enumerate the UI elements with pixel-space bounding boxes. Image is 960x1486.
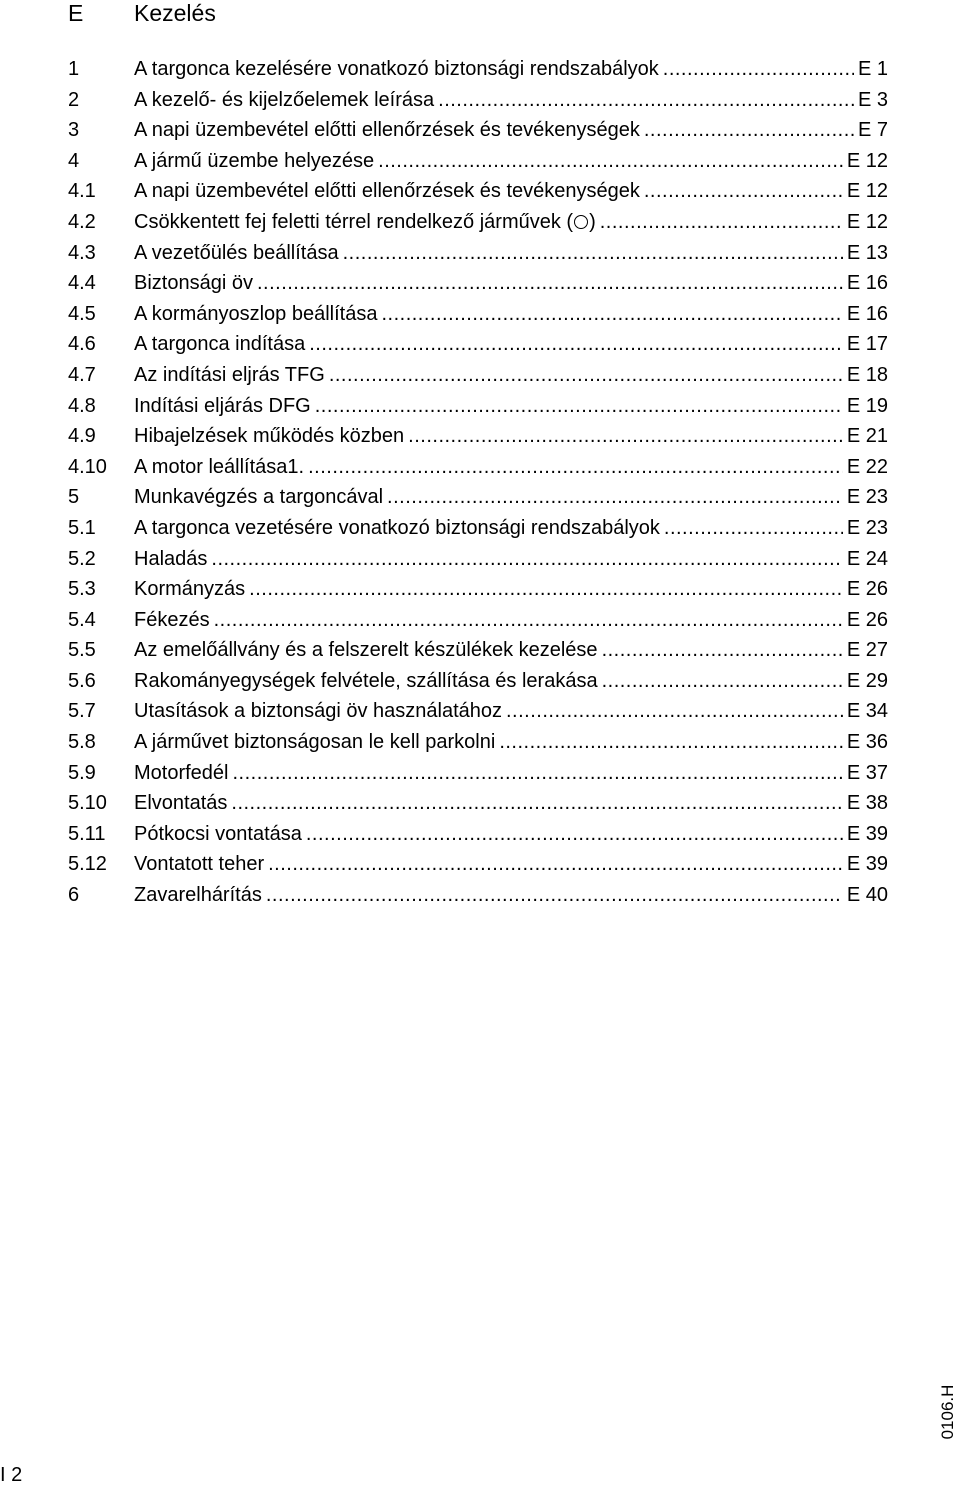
toc-entry-title (134, 146, 374, 176)
toc-entry-body (134, 421, 888, 451)
toc-entry-body (134, 207, 888, 237)
toc-entry-page: E 36 (846, 731, 888, 754)
toc-entry[interactable] (68, 421, 888, 452)
toc-dot-leader (600, 207, 843, 237)
toc-entry-title-text: A napi üzembevétel előtti ellenőrzések és tevékenységek (134, 119, 640, 142)
toc-entry-title-text: A kezelő- és kijelzőelemek leírása (134, 88, 435, 111)
toc-entry-page: E 16 (846, 272, 888, 295)
toc-entry-body (134, 146, 888, 176)
toc-dot-leader (438, 85, 854, 115)
toc-entry-title-text: A kormányoszlop beállítása (134, 302, 378, 325)
toc-entry[interactable] (68, 880, 888, 911)
toc-entry-title (134, 513, 660, 543)
toc-entry-title-text: A targonca vezetésére vonatkozó biztonsági rendszabályok (134, 516, 660, 539)
optional-equipment-circle-icon (574, 215, 588, 229)
toc-dot-leader (408, 421, 843, 451)
toc-entry[interactable] (68, 207, 888, 238)
toc-entry-body (134, 696, 888, 726)
toc-entry[interactable] (68, 360, 888, 391)
toc-entry-page: E 23 (846, 486, 888, 509)
toc-dot-leader (499, 727, 843, 757)
toc-entry-number: 4.2 (68, 210, 96, 233)
toc-dot-leader (315, 391, 843, 421)
toc-entry-page: E 18 (846, 363, 888, 386)
toc-entry-title-text: A járművet biztonságosan le kell parkolni (134, 731, 496, 754)
toc-entry[interactable] (68, 146, 888, 177)
toc-dot-leader (387, 482, 843, 512)
toc-entry-page: E 27 (846, 639, 888, 662)
toc-entry-number: 4.6 (68, 333, 96, 356)
toc-entry[interactable] (68, 452, 888, 483)
toc-entry-number: 4.5 (68, 302, 96, 325)
toc-entry[interactable] (68, 54, 888, 85)
toc-entry[interactable] (68, 176, 888, 207)
toc-entry-page: E 19 (846, 394, 888, 417)
toc-entry-number: 5.12 (68, 853, 107, 876)
toc-entry-title (134, 666, 598, 696)
toc-entry-page: E 12 (846, 149, 888, 172)
toc-dot-leader (214, 605, 843, 635)
toc-entry-title (134, 268, 253, 298)
toc-entry[interactable] (68, 635, 888, 666)
toc-entry-body (134, 391, 888, 421)
toc-entry-number: 4.10 (68, 455, 107, 478)
toc-dot-leader (257, 268, 843, 298)
toc-dot-leader (309, 329, 843, 359)
toc-entry-body (134, 635, 888, 665)
toc-entry[interactable] (68, 115, 888, 146)
toc-entry-body (134, 85, 888, 115)
toc-entry-number: 4.3 (68, 241, 96, 264)
toc-entry-number: 5.7 (68, 700, 96, 723)
toc-entry-title-text: Az indítási eljrás TFG (134, 363, 325, 386)
toc-entry-page: E 34 (846, 700, 888, 723)
toc-dot-leader (308, 452, 843, 482)
toc-entry-title-text: A targonca indítása (134, 333, 306, 356)
toc-entry[interactable] (68, 85, 888, 116)
section-header (68, 0, 908, 26)
toc-entry-title-text: Kormányzás (134, 578, 246, 601)
toc-entry-page: E 22 (846, 455, 888, 478)
toc-entry-title (134, 544, 207, 574)
toc-entry-page: E 37 (846, 761, 888, 784)
toc-entry[interactable] (68, 574, 888, 605)
toc-entry-title-text: Hibajelzések működés közben (134, 425, 405, 448)
toc-entry-page: E 40 (846, 884, 888, 907)
toc-entry-title (134, 574, 245, 604)
toc-entry-page: E 21 (846, 425, 888, 448)
toc-entry-page: E 26 (846, 578, 888, 601)
toc-entry-page: E 38 (846, 792, 888, 815)
toc-entry-body (134, 605, 888, 635)
toc-entry[interactable] (68, 696, 888, 727)
toc-entry-number: 5.2 (68, 547, 96, 570)
toc-entry-title-text: Motorfedél (134, 761, 229, 784)
toc-entry-title (134, 207, 596, 237)
toc-entry-title (134, 329, 305, 359)
toc-entry-number: 5.9 (68, 761, 96, 784)
toc-entry[interactable] (68, 329, 888, 360)
toc-entry-title (134, 482, 383, 512)
toc-entry-number: 2 (68, 88, 80, 111)
toc-entry-body (134, 452, 888, 482)
toc-entry[interactable] (68, 238, 888, 269)
toc-entry[interactable] (68, 758, 888, 789)
toc-entry-body (134, 544, 888, 574)
toc-dot-leader (231, 788, 842, 818)
toc-entry-number: 1 (68, 58, 80, 80)
toc-entry-title (134, 758, 229, 788)
toc-dot-leader (381, 299, 842, 329)
toc-entry-title-suffix: ) (589, 210, 596, 233)
toc-entry-title-text: Elvontatás (134, 792, 228, 815)
toc-entry[interactable] (68, 605, 888, 636)
toc-dot-leader (211, 544, 842, 574)
document-code (936, 1380, 960, 1444)
toc-entry-title-text: Zavarelhárítás (134, 884, 262, 907)
toc-dot-leader (378, 146, 843, 176)
toc-entry[interactable] (68, 544, 888, 575)
toc-entry-title-text: Utasítások a biztonsági öv használatához (134, 700, 502, 723)
toc-entry-page: E 16 (846, 302, 888, 325)
toc-entry-body (134, 758, 888, 788)
toc-entry-page: E 39 (846, 853, 888, 876)
toc-entry-title-text: Csökkentett fej feletti térrel rendelkező járművek ( (134, 210, 574, 233)
toc-entry-number: 5 (68, 486, 80, 509)
toc-entry[interactable] (68, 849, 888, 880)
page-number: I 2 (0, 1464, 23, 1486)
toc-entry-number: 4.7 (68, 363, 96, 386)
toc-entry-title-text: Haladás (134, 547, 208, 570)
toc-entry-body (134, 849, 888, 879)
toc-entry-page: E 1 (857, 58, 888, 80)
toc-entry-title (134, 85, 434, 115)
toc-dot-leader (306, 819, 843, 849)
toc-entry-page: E 7 (857, 119, 888, 142)
toc-entry-title (134, 727, 495, 757)
toc-entry-number: 6 (68, 884, 80, 907)
toc-entry-page: E 12 (846, 210, 888, 233)
toc-entry-title (134, 176, 640, 206)
toc-entry-title (134, 421, 404, 451)
toc-entry-title-text: A napi üzembevétel előtti ellenőrzések és tevékenységek (134, 180, 640, 203)
toc-entry[interactable] (68, 788, 888, 819)
toc-entry-title-text: A vezetőülés beállítása (134, 241, 339, 264)
toc-dot-leader (664, 513, 843, 543)
section-letter: E (68, 0, 84, 26)
toc-entry-title (134, 696, 502, 726)
toc-entry-page: E 13 (846, 241, 888, 264)
toc-entry[interactable] (68, 299, 888, 330)
toc-entry-title (134, 391, 311, 421)
toc-entry-body (134, 574, 888, 604)
toc-entry-body (134, 238, 888, 268)
toc-entry-page: E 24 (846, 547, 888, 570)
toc-dot-leader (249, 574, 843, 604)
toc-entry-body (134, 54, 888, 84)
toc-dot-leader (602, 635, 843, 665)
toc-entry-number: 5.4 (68, 608, 96, 631)
toc-entry-page: E 23 (846, 516, 888, 539)
toc-entry-body (134, 482, 888, 512)
toc-entry-number: 5.10 (68, 792, 107, 815)
toc-dot-leader (663, 54, 854, 84)
toc-dot-leader (266, 880, 843, 910)
toc-entry-title (134, 238, 339, 268)
toc-entry-body (134, 360, 888, 390)
toc-entry-body (134, 666, 888, 696)
toc-entry-page: E 12 (846, 180, 888, 203)
toc-entry[interactable] (68, 482, 888, 513)
toc-entry-title (134, 880, 262, 910)
toc-entry-number: 5.11 (68, 822, 106, 845)
toc-dot-leader (644, 115, 854, 145)
toc-entry-title (134, 360, 325, 390)
toc-entry-number: 3 (68, 119, 80, 142)
toc-entry-title-text: Biztonsági öv (134, 272, 253, 295)
toc-entry[interactable] (68, 819, 888, 850)
toc-entry-title-text: Az emelőállvány és a felszerelt készülékek kezelése (134, 639, 598, 662)
section-title: Kezelés (134, 0, 216, 26)
toc-entry-page: E 17 (846, 333, 888, 356)
toc-entry-title (134, 452, 304, 482)
toc-entry-title (134, 635, 598, 665)
toc-entry-number: 4.4 (68, 272, 96, 295)
toc-entry-body (134, 329, 888, 359)
toc-entry-page: E 26 (846, 608, 888, 631)
toc-entry-page: E 29 (846, 669, 888, 692)
toc-entry[interactable] (68, 268, 888, 299)
toc-entry-number: 5.6 (68, 669, 96, 692)
toc-entry-title-text: Fékezés (134, 608, 210, 631)
toc-entry-title-text: A jármű üzembe helyezése (134, 149, 375, 172)
table-of-contents (68, 54, 888, 911)
toc-entry-number: 4.9 (68, 425, 96, 448)
toc-dot-leader (268, 849, 843, 879)
toc-entry-body (134, 268, 888, 298)
toc-dot-leader (602, 666, 843, 696)
toc-entry-title-text: A motor leállítása1. (134, 455, 305, 478)
toc-entry-title-text: Munkavégzés a targoncával (134, 486, 384, 509)
toc-entry-title-text: Pótkocsi vontatása (134, 822, 302, 845)
toc-entry-number: 4 (68, 149, 80, 172)
toc-entry-number: 5.5 (68, 639, 96, 662)
toc-dot-leader (329, 360, 843, 390)
toc-entry[interactable] (68, 666, 888, 697)
toc-entry-number: 5.1 (68, 516, 96, 539)
toc-entry-title-text: Rakományegységek felvétele, szállítása és lerakása (134, 669, 598, 692)
toc-entry-page: E 3 (857, 88, 888, 111)
document-code-text: 0106.H (938, 1384, 957, 1440)
toc-entry-title (134, 54, 659, 84)
toc-entry-body (134, 176, 888, 206)
toc-entry-title-text: A targonca kezelésére vonatkozó biztonsági rendszabályok (134, 58, 659, 80)
toc-entry-title (134, 115, 640, 145)
toc-entry-body (134, 299, 888, 329)
toc-dot-leader (343, 238, 843, 268)
toc-entry-body (134, 727, 888, 757)
toc-dot-leader (506, 696, 843, 726)
toc-entry-title (134, 605, 210, 635)
toc-entry-number: 4.8 (68, 394, 96, 417)
toc-entry[interactable] (68, 727, 888, 758)
toc-entry-title (134, 819, 302, 849)
toc-entry-number: 4.1 (68, 180, 96, 203)
toc-entry-page: E 39 (846, 822, 888, 845)
toc-entry-title (134, 849, 264, 879)
toc-dot-leader (644, 176, 843, 206)
toc-entry-title (134, 299, 377, 329)
toc-entry-body (134, 880, 888, 910)
toc-entry-body (134, 788, 888, 818)
toc-entry-number: 5.3 (68, 578, 96, 601)
toc-entry-body (134, 819, 888, 849)
toc-entry[interactable] (68, 391, 888, 422)
toc-entry-title-text: Indítási eljárás DFG (134, 394, 311, 417)
toc-entry-body (134, 513, 888, 543)
toc-entry-title (134, 788, 227, 818)
toc-entry-title-text: Vontatott teher (134, 853, 265, 876)
toc-entry-number: 5.8 (68, 731, 96, 754)
toc-entry[interactable] (68, 513, 888, 544)
toc-entry-body (134, 115, 888, 145)
toc-dot-leader (233, 758, 843, 788)
